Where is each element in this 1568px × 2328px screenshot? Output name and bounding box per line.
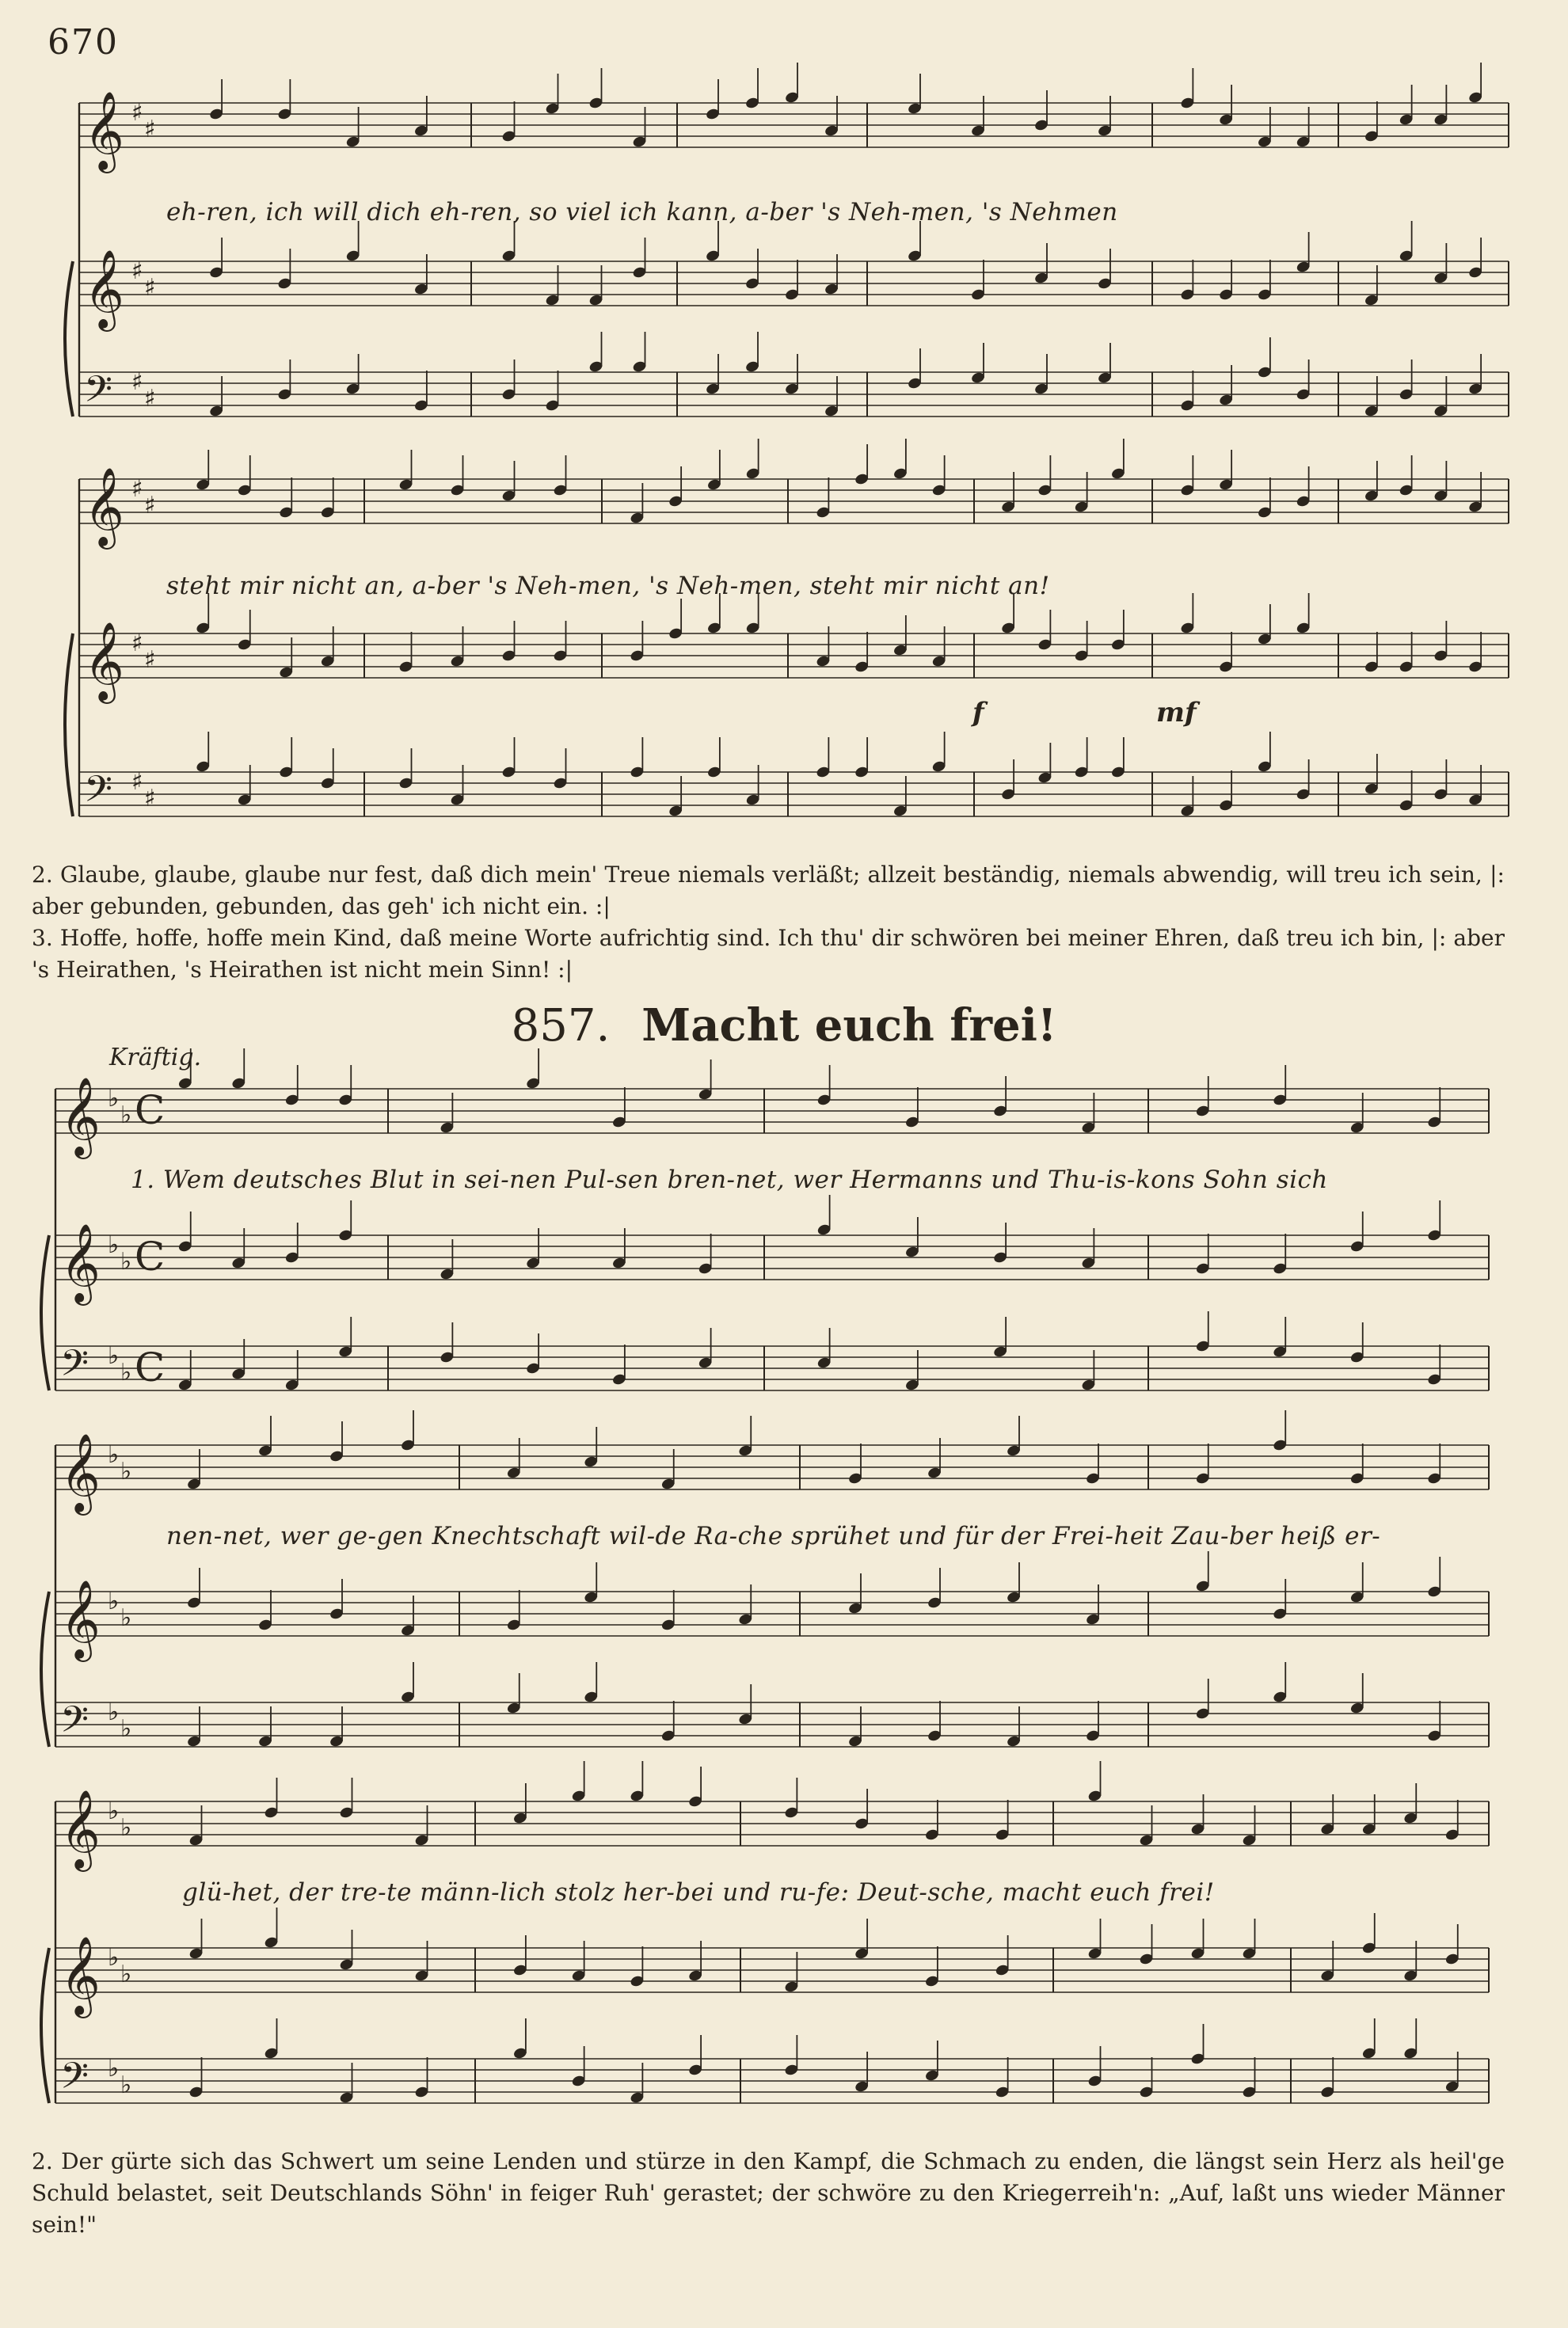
flat-icon: ♭ [108, 1342, 120, 1370]
treble-clef-icon: 𝄞 [60, 1790, 101, 1869]
flat-icon: ♭ [120, 1715, 132, 1743]
treble-clef-icon: 𝄞 [60, 1077, 101, 1156]
song2-lyrics-line2: nen-net, wer ge-gen Knechtschaft wil-de Ra-che sprühet und für der Frei-heit Zau-ber heiß er- [166, 1522, 1381, 1550]
flat-icon: ♭ [120, 1604, 132, 1632]
sharp-icon: ♯ [131, 768, 143, 796]
song1-verse-2: 2. Glaube, glaube, glaube nur fest, daß dich mein' Treue niemals verläßt; allzeit beständig, niemals abwendig, will treu ich sein, |: aber gebunden, gebunden, das geh' ich nicht ein. :| [32, 862, 1505, 919]
flat-icon: ♭ [108, 1588, 120, 1615]
bass-clef-icon: 𝄢 [60, 2055, 89, 2106]
piano-brace [65, 633, 73, 816]
sharp-icon: ♯ [144, 785, 156, 812]
sharp-icon: ♯ [144, 116, 156, 143]
treble-clef-icon: 𝄞 [84, 249, 124, 329]
treble-clef-icon: 𝄞 [60, 1580, 101, 1659]
song2-verse-2: 2. Der gürte sich das Schwert um seine Lenden und stürze in den Kampf, die Schmach zu enden, die längst sein Herz als heil'ge Schuld belastet, seit Deutschlands Söhn' in feiger Ruh' gerastet; der schwöre zu den Kriegerreih'n: „Auf, laßt uns wieder Männer sein!" [32, 2148, 1505, 2238]
flat-icon: ♭ [120, 2071, 132, 2099]
flat-icon: ♭ [120, 1248, 132, 1276]
flat-icon: ♭ [108, 1441, 120, 1469]
piano-brace [41, 1592, 49, 1747]
song1-verse-3: 3. Hoffe, hoffe, hoffe mein Kind, daß meine Worte aufrichtig sind. Ich thu' dir schwören bei meiner Ehren, daß treu ich bin, |: aber 's Heirathen, 's Heirathen ist nicht mein Sinn! :| [32, 925, 1505, 983]
song2-heading [0, 999, 1568, 1052]
song2-number: 857. [511, 1000, 611, 1052]
piano-brace [41, 1235, 49, 1390]
song1-lyrics-line2: steht mir nicht an, a-ber 's Neh-men, 's Neh-men, steht mir nicht an! [166, 572, 1050, 600]
song2-title: Macht euch frei! [641, 999, 1057, 1052]
sharp-icon: ♯ [131, 475, 143, 503]
common-time-icon: C [135, 1234, 166, 1280]
flat-icon: ♭ [108, 1944, 120, 1972]
sharp-icon: ♯ [144, 385, 156, 413]
flat-icon: ♭ [120, 1359, 132, 1387]
dynamic-mf: mf [1156, 697, 1197, 728]
flat-icon: ♭ [120, 1458, 132, 1485]
flat-icon: ♭ [120, 1961, 132, 1988]
bass-clef-icon: 𝄢 [84, 368, 113, 420]
common-time-icon: C [135, 1087, 166, 1133]
treble-clef-icon: 𝄞 [60, 1433, 101, 1512]
sharp-icon: ♯ [131, 99, 143, 127]
piano-brace [65, 261, 73, 417]
flat-icon: ♭ [108, 1085, 120, 1113]
tempo-marking: Kräftig. [109, 1044, 202, 1071]
flat-icon: ♭ [108, 1698, 120, 1726]
piano-brace [41, 1948, 49, 2103]
treble-clef-icon: 𝄞 [60, 1936, 101, 2015]
dynamic-f: f [972, 697, 984, 728]
flat-icon: ♭ [120, 1101, 132, 1129]
song1-lyrics-line1: eh-ren, ich will dich eh-ren, so viel ich kann, a-ber 's Neh-men, 's Nehmen [166, 198, 1118, 226]
sharp-icon: ♯ [131, 630, 143, 657]
treble-clef-icon: 𝄞 [60, 1223, 101, 1303]
bass-clef-icon: 𝄢 [60, 1342, 89, 1394]
treble-clef-icon: 𝄞 [84, 91, 124, 170]
sharp-icon: ♯ [144, 274, 156, 302]
sharp-icon: ♯ [144, 492, 156, 519]
flat-icon: ♭ [108, 2055, 120, 2083]
sharp-icon: ♯ [131, 368, 143, 396]
song2-lyrics-line1: 1. Wem deutsches Blut in sei-nen Pul-sen bren-net, wer Hermanns und Thu-is-kons Sohn sich [131, 1166, 1328, 1194]
treble-clef-icon: 𝄞 [84, 467, 124, 546]
flat-icon: ♭ [108, 1231, 120, 1259]
bass-clef-icon: 𝄢 [60, 1698, 89, 1750]
flat-icon: ♭ [120, 1814, 132, 1842]
bass-clef-icon: 𝄢 [84, 768, 113, 820]
sharp-icon: ♯ [144, 646, 156, 674]
song2-lyrics-line3: glü-het, der tre-te männ-lich stolz her-bei und ru-fe: Deut-sche, macht euch frei! [182, 1878, 1215, 1907]
common-time-icon: C [135, 1345, 166, 1390]
treble-clef-icon: 𝄞 [84, 622, 124, 701]
sharp-icon: ♯ [131, 257, 143, 285]
flat-icon: ♭ [108, 1797, 120, 1825]
page-number: 670 [48, 22, 119, 63]
